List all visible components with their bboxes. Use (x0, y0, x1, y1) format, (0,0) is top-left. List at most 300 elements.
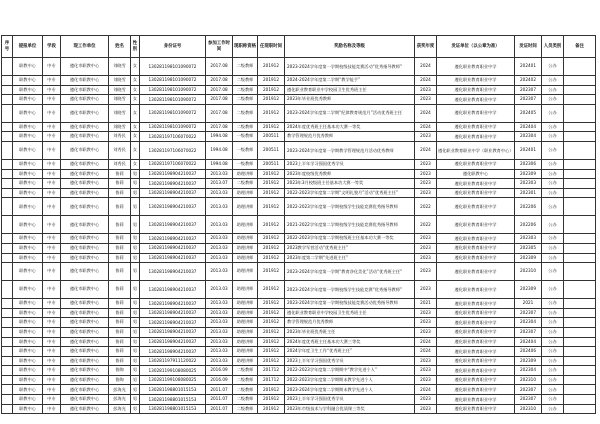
remark-cell (564, 327, 596, 337)
submit-unit-cell: 职教中心 (13, 159, 43, 169)
submit-unit-cell: 职教中心 (13, 366, 43, 376)
award-cell: 2024-2024学年度第二学期“教学能手” (285, 76, 415, 86)
school-stage-cell: 中专 (43, 404, 61, 414)
serial-cell (2, 253, 13, 263)
table-body (2, 58, 596, 414)
serial-cell (2, 76, 13, 86)
work-unit-cell: 遵化市职教中心 (61, 347, 109, 357)
name-cell: 鲁莉 (109, 299, 131, 309)
table-row (2, 253, 596, 263)
work-start-cell: 2013.03 (206, 356, 233, 366)
submit-unit-cell: 职教中心 (13, 188, 43, 198)
title-since-cell: 201912 (258, 404, 285, 414)
id-number-cell: 130281198904210037 (140, 281, 206, 299)
submit-unit-cell: 职教中心 (13, 132, 43, 142)
id-number-cell: 130281198904210037 (140, 327, 206, 337)
remark-cell (564, 132, 596, 142)
issue-date-cell: 202307 (515, 308, 542, 318)
submit-unit-cell: 职教中心 (13, 243, 43, 253)
issue-date-cell: 202309 (515, 253, 542, 263)
id-number-cell: 130281199108080025 (140, 375, 206, 385)
title-since-cell: 201912 (258, 76, 285, 86)
issuer-cell: 遵化职业教育职业中学 (437, 179, 515, 189)
work-start-cell: 2017.08 (206, 58, 233, 76)
award-cell: 2022-2023学年度第二学期期末教学先进个人 (285, 375, 415, 385)
name-cell: 鲁莉 (109, 356, 131, 366)
gender-cell: 女 (131, 95, 140, 105)
award-year-cell: 2023 (415, 132, 437, 142)
award-year-cell: 2023 (415, 281, 437, 299)
award-year-cell: 2024 (415, 58, 437, 76)
name-cell: 刘晓雪 (109, 122, 131, 132)
serial-cell (2, 159, 13, 169)
title-since-cell: 201912 (258, 281, 285, 299)
table-row (2, 188, 596, 198)
header-cell: 发证时间 (515, 36, 542, 58)
title-cell: 助理讲师 (233, 243, 258, 253)
submit-unit-cell: 职教中心 (13, 216, 43, 234)
issuer-cell: 遵化职业教育职业中学 (437, 188, 515, 198)
gender-cell: 男 (131, 327, 140, 337)
award-year-cell: 2023 (415, 366, 437, 376)
name-cell: 鲁莉 (109, 243, 131, 253)
gender-cell: 男 (131, 263, 140, 281)
work-start-cell: 2013.03 (206, 318, 233, 328)
work-unit-cell: 遵化市职教中心 (61, 299, 109, 309)
gender-cell: 男 (131, 347, 140, 357)
staff-type-cell: 公办 (542, 308, 564, 318)
work-start-cell: 2013.03 (206, 327, 233, 337)
school-stage-cell: 中专 (43, 188, 61, 198)
id-number-cell: 130281197106070022 (140, 132, 206, 142)
header-cell: 姓名 (109, 36, 131, 58)
name-cell: 鲁莉 (109, 198, 131, 216)
header-cell: 奖励名称及等级 (285, 36, 415, 58)
award-year-cell: 2023 (415, 404, 437, 414)
award-cell: 2023-2024学年度第一学期“教育净化美化”活动“优秀班主任” (285, 263, 415, 281)
id-number-cell: 130281198904210037 (140, 188, 206, 198)
remark-cell (564, 375, 596, 385)
issuer-cell: 遵化职业教育职业中学 (437, 198, 515, 216)
table-row (2, 395, 596, 405)
issuer-cell: 遵化职业教育职业中学 (437, 327, 515, 337)
serial-cell (2, 337, 13, 347)
issuer-cell: 遵化职业教育职业中学 (437, 253, 515, 263)
staff-type-cell: 公办 (542, 141, 564, 159)
issue-date-cell: 202303 (515, 234, 542, 244)
table-row (2, 95, 596, 105)
title-since-cell: 201912 (258, 243, 285, 253)
school-stage-cell: 中专 (43, 337, 61, 347)
title-cell: 二级教师 (233, 85, 258, 95)
staff-type-cell: 公办 (542, 375, 564, 385)
name-cell: 刘晓雪 (109, 95, 131, 105)
school-stage-cell: 中专 (43, 179, 61, 189)
id-number-cell: 130281197106070022 (140, 159, 206, 169)
serial-cell (2, 308, 13, 318)
name-cell: 鲁莉 (109, 337, 131, 347)
serial-cell (2, 347, 13, 357)
work-unit-cell: 遵化市职教中心 (61, 188, 109, 198)
issuer-cell: 遵化职业教育职业中学 (437, 356, 515, 366)
serial-cell (2, 141, 13, 159)
submit-unit-cell: 职教中心 (13, 179, 43, 189)
table-row (2, 216, 596, 234)
title-cell: 一级教师 (233, 132, 258, 142)
title-cell: 助理讲师 (233, 356, 258, 366)
id-number-cell: 130281198801015153 (140, 395, 206, 405)
award-year-cell: 2024 (415, 122, 437, 132)
issuer-cell: 遵化职业教育职业中学 (437, 85, 515, 95)
title-cell: 二级教师 (233, 58, 258, 76)
issuer-cell: 遵化职业教育职业中学 (437, 347, 515, 357)
serial-cell (2, 122, 13, 132)
award-cell: 遵化职业教育职业中学校园卫生优秀班主任 (285, 85, 415, 95)
table-row (2, 85, 596, 95)
remark-cell (564, 356, 596, 366)
award-cell: 遵化职业教育职业中学校园卫生优秀班主任 (285, 308, 415, 318)
staff-type-cell: 公办 (542, 159, 564, 169)
award-year-cell: 2023 (415, 188, 437, 198)
award-cell: 2023年毕业班优秀教师 (285, 95, 415, 105)
staff-type-cell: 公办 (542, 366, 564, 376)
staff-type-cell: 公办 (542, 281, 564, 299)
table-header-row (2, 36, 596, 58)
award-cell: 2021-2022学年度第二学期校级学生技能竞赛优秀指导教师 (285, 216, 415, 234)
serial-cell (2, 216, 13, 234)
issuer-cell: 遵化职业教育职业中学 (437, 95, 515, 105)
award-cell: 2023-2024学年度第一学期校级学生技能竞赛“优秀指导教师” (285, 281, 415, 299)
work-start-cell: 2016.09 (206, 375, 233, 385)
submit-unit-cell: 职教中心 (13, 198, 43, 216)
table-row (2, 263, 596, 281)
title-since-cell: 200511 (258, 159, 285, 169)
award-cell: 2023-2024学年度第一学期教学管理规范月活动优秀教师 (285, 141, 415, 159)
issue-date-cell: 202307 (515, 85, 542, 95)
submit-unit-cell: 职教中心 (13, 327, 43, 337)
award-year-cell: 2023 (415, 179, 437, 189)
remark-cell (564, 141, 596, 159)
award-cell: 2022-2023学年度第一学期校级学生技能竞赛优秀指导教师 (285, 198, 415, 216)
award-year-cell: 2023 (415, 318, 437, 328)
gender-cell: 女 (131, 104, 140, 122)
work-start-cell: 2011.07 (206, 385, 233, 395)
gender-cell: 男 (131, 385, 140, 395)
awards-table (1, 35, 596, 414)
award-year-cell: 2022 (415, 216, 437, 234)
title-cell: 助理讲师 (233, 253, 258, 263)
issue-date-cell: 202301 (515, 188, 542, 198)
title-cell: 二级教师 (233, 76, 258, 86)
issue-date-cell: 202307 (515, 385, 542, 395)
header-cell: 参加工作时间 (206, 36, 233, 58)
header-cell: 序号 (2, 36, 13, 58)
serial-cell (2, 395, 13, 405)
issuer-cell: 遵化职业教育职业中学 (437, 234, 515, 244)
gender-cell: 男 (131, 308, 140, 318)
name-cell: 刘晓雪 (109, 58, 131, 76)
remark-cell (564, 122, 596, 132)
award-year-cell: 2024 (415, 347, 437, 357)
work-unit-cell: 遵化市职教中心 (61, 76, 109, 86)
award-year-cell: 2023 (415, 308, 437, 318)
award-cell: 教学管理规范月优秀教师 (285, 132, 415, 142)
title-since-cell: 201912 (258, 356, 285, 366)
title-cell: 助理讲师 (233, 263, 258, 281)
remark-cell (564, 234, 596, 244)
gender-cell: 男 (131, 234, 140, 244)
award-year-cell: 2023 (415, 375, 437, 385)
submit-unit-cell: 职教中心 (13, 76, 43, 86)
submit-unit-cell: 职教中心 (13, 253, 43, 263)
remark-cell (564, 243, 596, 253)
gender-cell: 男 (131, 395, 140, 405)
issue-date-cell: 202307 (515, 327, 542, 337)
remark-cell (564, 95, 596, 105)
title-cell: 二级教师 (233, 404, 258, 414)
award-cell: 2022-2023学年度第二学期期中“教学先进个人” (285, 366, 415, 376)
name-cell: 鲁莉 (109, 169, 131, 179)
issuer-cell: 遵化职业教育职业中学 (437, 263, 515, 281)
award-year-cell: 2024 (415, 337, 437, 347)
name-cell: 鲁莉 (109, 253, 131, 263)
title-cell: 助理讲师 (233, 281, 258, 299)
work-unit-cell: 遵化市职教中心 (61, 327, 109, 337)
remark-cell (564, 318, 596, 328)
name-cell: 鲁莉 (109, 216, 131, 234)
id-number-cell: 130281198904210037 (140, 216, 206, 234)
title-since-cell: 201912 (258, 253, 285, 263)
submit-unit-cell: 职教中心 (13, 337, 43, 347)
table-row (2, 404, 596, 414)
id-number-cell: 130281198904210037 (140, 308, 206, 318)
remark-cell (564, 385, 596, 395)
title-since-cell: 201912 (258, 122, 285, 132)
table-row (2, 179, 596, 189)
issue-date-cell: 202305 (515, 243, 542, 253)
staff-type-cell: 公办 (542, 395, 564, 405)
id-number-cell: 130281198904210037 (140, 337, 206, 347)
table-row (2, 234, 596, 244)
gender-cell: 女 (131, 159, 140, 169)
work-start-cell: 2013.03 (206, 234, 233, 244)
school-stage-cell: 中专 (43, 253, 61, 263)
serial-cell (2, 299, 13, 309)
name-cell: 鲁莉 (109, 308, 131, 318)
award-cell: 2023-2024学年度第一学期校级技能竞赛活动“优秀指导教师” (285, 58, 415, 76)
issue-date-cell: 202309 (515, 281, 542, 299)
gender-cell: 男 (131, 281, 140, 299)
gender-cell: 男 (131, 188, 140, 198)
gender-cell: 女 (131, 58, 140, 76)
title-cell: 助理讲师 (233, 198, 258, 216)
gender-cell: 男 (131, 337, 140, 347)
table-row (2, 281, 596, 299)
issue-date-cell: 202304 (515, 318, 542, 328)
name-cell: 鲁陶 (109, 366, 131, 376)
header-cell: 身份证号 (140, 36, 206, 58)
title-since-cell: 201912 (258, 347, 285, 357)
serial-cell (2, 375, 13, 385)
issue-date-cell: 202307 (515, 395, 542, 405)
school-stage-cell: 中专 (43, 58, 61, 76)
work-unit-cell: 遵化市职教中心 (61, 85, 109, 95)
serial-cell (2, 327, 13, 337)
serial-cell (2, 179, 13, 189)
school-stage-cell: 中专 (43, 308, 61, 318)
award-year-cell: 2024 (415, 385, 437, 395)
issue-date-cell: 202402 (515, 76, 542, 86)
staff-type-cell: 公办 (542, 58, 564, 76)
remark-cell (564, 179, 596, 189)
work-start-cell: 2013.03 (206, 308, 233, 318)
table-row (2, 243, 596, 253)
issuer-cell: 遵化职业教育职业中学 (437, 132, 515, 142)
gender-cell: 男 (131, 366, 140, 376)
remark-cell (564, 337, 596, 347)
issue-date-cell: 202310 (515, 375, 542, 385)
gender-cell: 男 (131, 253, 140, 263)
school-stage-cell: 中专 (43, 347, 61, 357)
school-stage-cell: 中专 (43, 299, 61, 309)
id-number-cell: 130281198101090072 (140, 95, 206, 105)
name-cell: 刘晓雪 (109, 76, 131, 86)
issue-date-cell: 202405 (515, 104, 542, 122)
remark-cell (564, 299, 596, 309)
id-number-cell: 130281199108080025 (140, 366, 206, 376)
title-since-cell: 201912 (258, 85, 285, 95)
award-cell: 2024年度优秀班主任基本功大赛三等奖 (285, 337, 415, 347)
remark-cell (564, 216, 596, 234)
table-row (2, 327, 596, 337)
award-cell: 2023年市级技术与学科融合优质课三等奖 (285, 404, 415, 414)
staff-type-cell: 公办 (542, 104, 564, 122)
issuer-cell: 遵化职业教育职业中学 (437, 281, 515, 299)
table-row (2, 58, 596, 76)
submit-unit-cell: 职教中心 (13, 404, 43, 414)
staff-type-cell: 公办 (542, 198, 564, 216)
school-stage-cell: 中专 (43, 327, 61, 337)
title-cell: 助理讲师 (233, 337, 258, 347)
remark-cell (564, 76, 596, 86)
award-year-cell: 2023 (415, 253, 437, 263)
gender-cell: 男 (131, 299, 140, 309)
title-cell: 二级教师 (233, 95, 258, 105)
issue-date-cell: 202310 (515, 404, 542, 414)
issue-date-cell: 202404 (515, 337, 542, 347)
work-unit-cell: 遵化市职教中心 (61, 141, 109, 159)
work-start-cell: 2017.08 (206, 76, 233, 86)
title-since-cell: 201912 (258, 104, 285, 122)
award-year-cell: 2024 (415, 104, 437, 122)
header-cell: 人员类别 (542, 36, 564, 58)
name-cell: 鲁陶 (109, 375, 131, 385)
issue-date-cell: 202304 (515, 132, 542, 142)
issuer-cell: 遵化职教中心 (437, 169, 515, 179)
award-year-cell: 2022 (415, 198, 437, 216)
id-number-cell: 130281198904210037 (140, 179, 206, 189)
header-cell: 现职称资格 (233, 36, 258, 58)
submit-unit-cell: 职教中心 (13, 356, 43, 366)
serial-cell (2, 188, 13, 198)
gender-cell: 男 (131, 356, 140, 366)
work-start-cell: 2013.03 (206, 198, 233, 216)
work-unit-cell: 遵化市职教中心 (61, 318, 109, 328)
submit-unit-cell: 职教中心 (13, 281, 43, 299)
remark-cell (564, 253, 596, 263)
submit-unit-cell: 职教中心 (13, 234, 43, 244)
issuer-cell: 遵化职业教育职业中学（职业教育中心） (437, 141, 515, 159)
title-since-cell: 201912 (258, 179, 285, 189)
gender-cell: 男 (131, 375, 140, 385)
issuer-cell: 遵化职业教育职业中学 (437, 216, 515, 234)
staff-type-cell: 公办 (542, 299, 564, 309)
school-stage-cell: 中专 (43, 122, 61, 132)
staff-type-cell: 公办 (542, 253, 564, 263)
work-unit-cell: 遵化市职教中心 (61, 198, 109, 216)
name-cell: 刘晓雪 (109, 104, 131, 122)
school-stage-cell: 中专 (43, 281, 61, 299)
work-unit-cell: 遵化市职教中心 (61, 366, 109, 376)
school-stage-cell: 中专 (43, 169, 61, 179)
issuer-cell: 遵化职业教育职业中学 (437, 159, 515, 169)
work-start-cell: 2013.03 (206, 188, 233, 198)
award-cell: 教学管理规范月优秀教师 (285, 318, 415, 328)
staff-type-cell: 公办 (542, 243, 564, 253)
work-unit-cell: 遵化市职教中心 (61, 375, 109, 385)
award-cell: 2023年度第二学期“先进班主任” (285, 253, 415, 263)
gender-cell: 男 (131, 318, 140, 328)
award-cell: 2023上半年学习强国优秀学员 (285, 395, 415, 405)
work-start-cell: 2017.08 (206, 122, 233, 132)
id-number-cell: 130281198801015153 (140, 404, 206, 414)
table-row (2, 76, 596, 86)
title-cell: 助理讲师 (233, 299, 258, 309)
title-since-cell: 201912 (258, 234, 285, 244)
staff-type-cell: 公办 (542, 85, 564, 95)
submit-unit-cell: 职教中心 (13, 375, 43, 385)
staff-type-cell: 公办 (542, 385, 564, 395)
title-cell: 助理讲师 (233, 347, 258, 357)
staff-type-cell: 公办 (542, 327, 564, 337)
award-cell: 2023年3月校级班主任基本功大赛一等奖 (285, 179, 415, 189)
id-number-cell: 130281198101090072 (140, 76, 206, 86)
serial-cell (2, 404, 13, 414)
school-stage-cell: 中专 (43, 366, 61, 376)
title-since-cell: 201912 (258, 263, 285, 281)
title-since-cell: 201912 (258, 385, 285, 395)
title-since-cell: 201912 (258, 169, 285, 179)
award-year-cell: 2023 (415, 263, 437, 281)
serial-cell (2, 356, 13, 366)
title-since-cell: 201912 (258, 198, 285, 216)
issue-date-cell: 202406 (515, 347, 542, 357)
work-unit-cell: 遵化市职教中心 (61, 404, 109, 414)
title-since-cell: 201712 (258, 375, 285, 385)
staff-type-cell: 公办 (542, 169, 564, 179)
issue-date-cell: 202303 (515, 179, 542, 189)
school-stage-cell: 中专 (43, 263, 61, 281)
remark-cell (564, 58, 596, 76)
gender-cell: 女 (131, 141, 140, 159)
title-cell: 助理讲师 (233, 327, 258, 337)
work-unit-cell: 遵化市职教中心 (61, 132, 109, 142)
award-cell: 2024学年度卫生工作“优秀班主任” (285, 347, 415, 357)
serial-cell (2, 385, 13, 395)
work-unit-cell: 遵化市职教中心 (61, 58, 109, 76)
name-cell: 鲁莉 (109, 188, 131, 198)
school-stage-cell: 中专 (43, 216, 61, 234)
